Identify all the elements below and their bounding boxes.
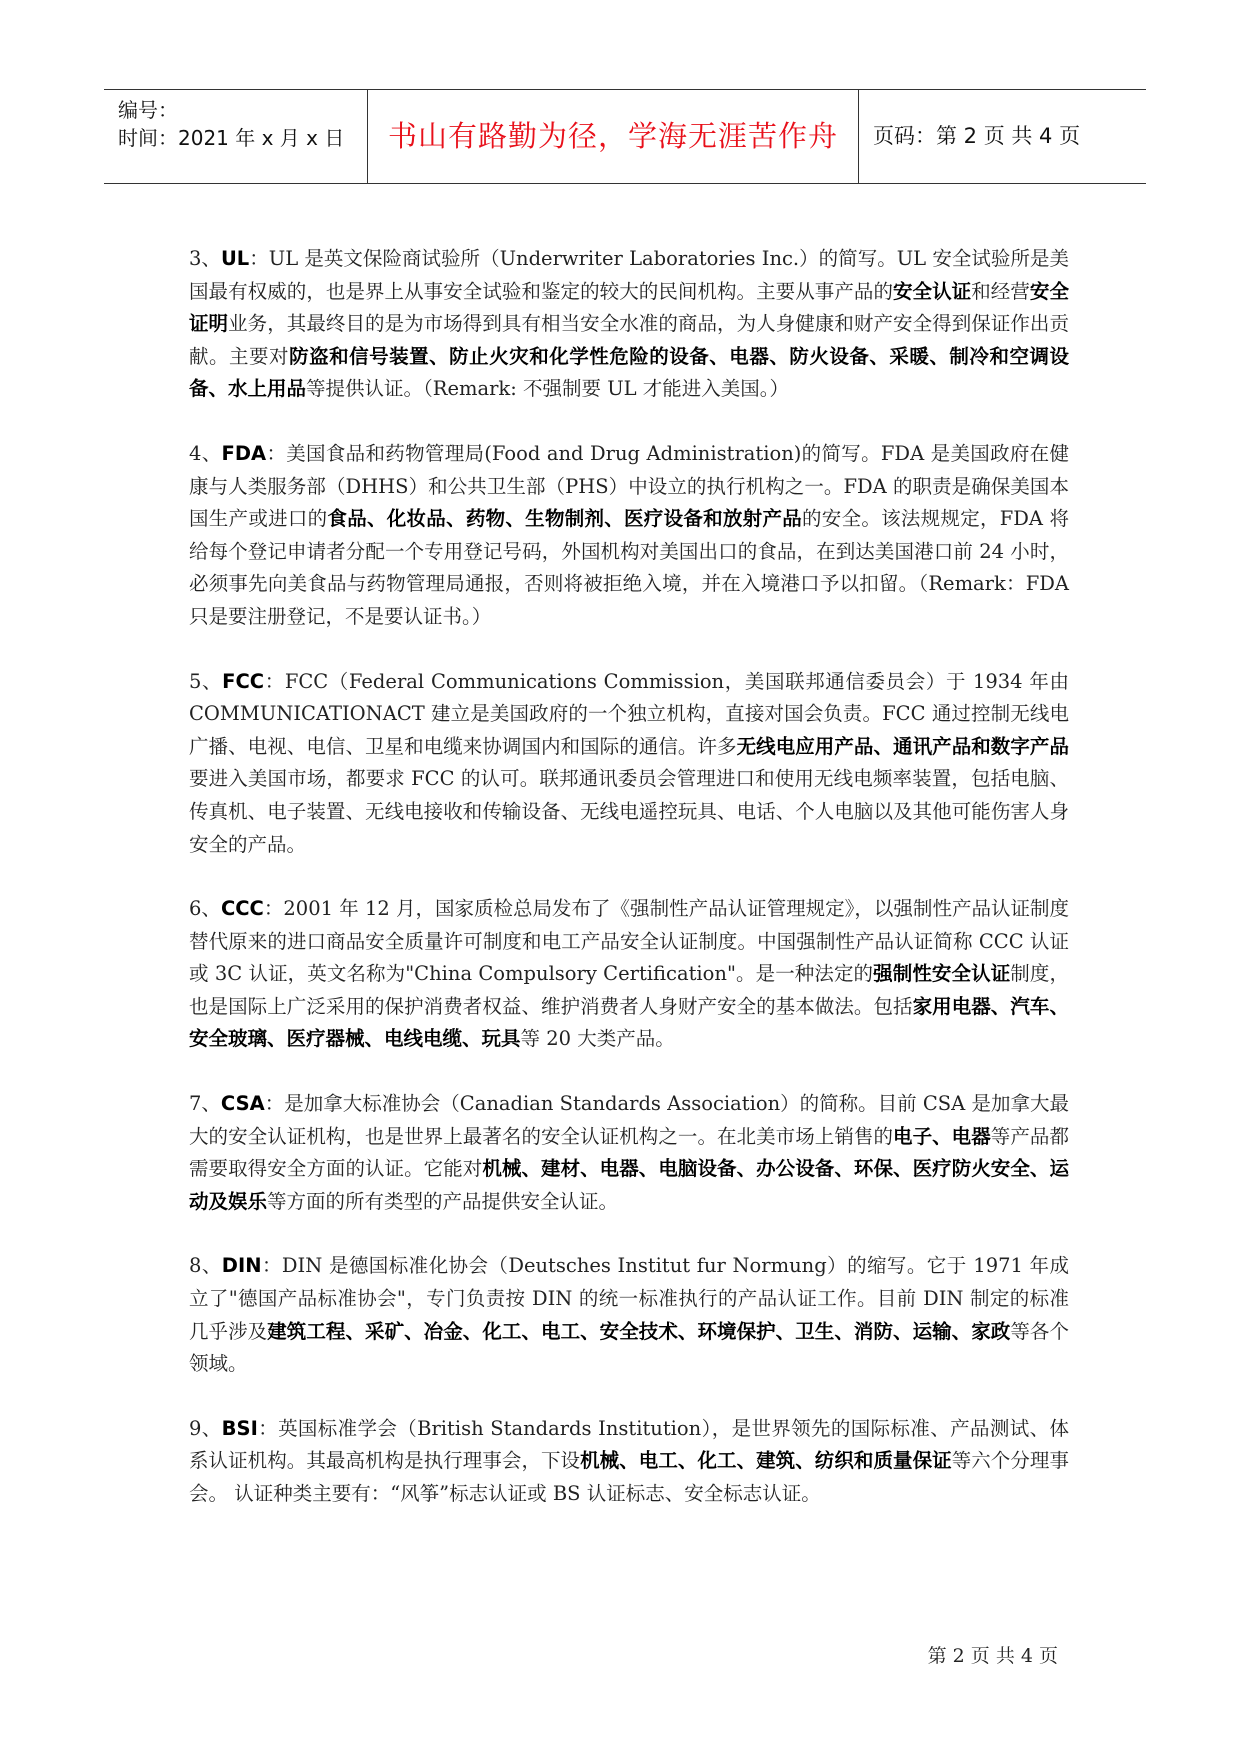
bold-text: 食品、化妆品、药物、生物制剂、医疗设备和放射产品 <box>327 507 803 531</box>
paragraph <box>189 438 1069 634</box>
text-run: 等各个领域。 <box>189 1319 1069 1376</box>
bold-text: BSI <box>221 1416 258 1440</box>
text-run: 等 20 大类产品。 <box>520 1027 675 1051</box>
paragraph <box>189 243 1069 406</box>
bold-text: 电子、电器 <box>893 1124 991 1148</box>
bold-text: 机械、建材、电器、电脑设备、办公设备、环保、医疗防火安全、运动及娱乐 <box>189 1157 1069 1213</box>
text-run: ：FCC（Federal Communications Commission，美国联邦通信委员会）于 1934 年由 COMMUNICATIONACT 建立是美国政府的一个独立机构，直接对国会负责。FCC 通过控制无线电广播、电视、电信、卫星和电缆来协调国内和国际的通信。许多 <box>189 669 1069 758</box>
doc-time-label: 时间：2021 年 x 月 x 日 <box>118 126 345 150</box>
page-footer: 第 2 页 共 4 页 <box>927 1645 1058 1667</box>
text-run: 等产品都需要取得安全方面的认证。它能对 <box>189 1124 1069 1181</box>
bold-text: DIN <box>221 1254 262 1278</box>
bold-text: 强制性安全认证 <box>873 962 1011 986</box>
bold-text: 机械、电工、化工、建筑、纺织和质量保证 <box>580 1449 952 1473</box>
paragraph <box>189 1250 1069 1380</box>
document-body <box>189 243 1069 1543</box>
text-run: 制度，也是国际上广泛采用的保护消费者权益、维护消费者人身财产安全的基本做法。包括 <box>189 962 1069 1018</box>
text-run: 和经营 <box>971 279 1030 303</box>
bold-text: 家用电器、汽车、安全玻璃、医疗器械、电线电缆、玩具 <box>189 994 1069 1051</box>
bold-text: CCC <box>220 897 264 921</box>
text-run: ：2001 年 12 月，国家质检总局发布了《强制性产品认证管理规定》，以强制性产品认证制度替代原来的进口商品安全质量许可制度和电工产品安全认证制度。中国强制性产品认证简称 CCC 认证或 3C 认证，英文名称为"China Compulsory Certification"。是一种法定的 <box>189 897 1069 986</box>
text-run: 等方面的所有类型的产品提供安全认证。 <box>267 1189 619 1213</box>
paragraph <box>189 893 1069 1056</box>
text-run: ：是加拿大标准协会（Canadian Standards Association）的简称。目前 CSA 是加拿大最大的安全认证机构，也是世界上最著名的安全认证机构之一。在北美市场上销售的 <box>189 1092 1069 1148</box>
text-run: 等提供认证。（Remark: 不强制要 UL 才能进入美国。） <box>306 377 790 401</box>
paragraph <box>189 1413 1069 1511</box>
bold-text: 安全认证 <box>893 279 972 303</box>
text-run: 9、 <box>189 1416 222 1440</box>
bold-text: CSA <box>220 1092 265 1116</box>
page-header <box>104 89 1146 184</box>
text-run: 8、 <box>189 1254 222 1278</box>
bold-text: 防盗和信号装置、防止火灾和化学性危险的设备、电器、防火设备、采暖、制冷和空调设备、水上用品 <box>189 344 1069 401</box>
text-run: ：英国标准学会（British Standards Institution），是世界领先的国际标准、产品测试、体系认证机构。其最高机构是执行理事会，下设 <box>189 1416 1069 1473</box>
paragraph <box>189 666 1069 862</box>
bold-text: 安全证明 <box>189 279 1069 336</box>
text-run: ：DIN 是德国标准化协会（Deutsches Institut fur Normung）的缩写。它于 1971 年成立了"德国产品标准协会"，专门负责按 DIN 的统一标准执行的产品认证工作。目前 DIN 制定的标准几乎涉及 <box>189 1254 1069 1343</box>
text-run: 7、 <box>189 1092 221 1116</box>
header-motto-cell <box>368 90 859 183</box>
text-run: 要进入美国市场，都要求 FCC 的认可。联邦通讯委员会管理进口和使用无线电频率装置，包括电脑、传真机、电子装置、无线电接收和传输设备、无线电遥控玩具、电话、个人电脑以及其他可能伤害人身安全的产品。 <box>189 767 1069 856</box>
text-run: 业务，其最终目的是为市场得到具有相当安全水准的商品，为人身健康和财产安全得到保证作出贡献。主要对 <box>189 312 1069 368</box>
paragraph <box>189 1088 1069 1218</box>
text-run: 的安全。该法规规定，FDA 将给每个登记申请者分配一个专用登记号码，外国机构对美国出口的食品，在到达美国港口前 24 小时，必须事先向美食品与药物管理局通报，否则将被拒绝入境，并在入境港口予以扣留。（Remark：FDA 只是要注册登记，不是要认证书。） <box>189 507 1069 628</box>
text-run: ：美国食品和药物管理局(Food and Drug Administration)的简写。FDA 是美国政府在健康与人类服务部（DHHS）和公共卫生部（PHS）中设立的执行机构之一。FDA 的职责是确保美国本国生产或进口的 <box>189 441 1069 531</box>
bold-text: FCC <box>222 669 265 693</box>
text-run: 等六个分理事会。 认证种类主要有：“风筝”标志认证或 BS 认证标志、安全标志认证。 <box>189 1449 1069 1505</box>
text-run: 5、 <box>189 669 223 693</box>
doc-number-label: 编号： <box>118 98 178 122</box>
text-run: 4、 <box>189 441 222 465</box>
bold-text: 建筑工程、采矿、冶金、化工、电工、安全技术、环境保护、卫生、消防、运输、家政 <box>267 1319 1011 1343</box>
header-motto: 书山有路勤为径，学海无涯苦作舟 <box>387 119 838 153</box>
header-meta <box>104 90 368 183</box>
bold-text: 无线电应用产品、通讯产品和数字产品 <box>736 734 1069 758</box>
bold-text: FDA <box>221 441 267 465</box>
header-page-info: 页码：第 2 页 共 4 页 <box>873 123 1081 148</box>
text-run: ：UL 是英文保险商试验所（Underwriter Laboratories Inc.）的简写。UL 安全试验所是美国最有权威的，也是界上从事安全试验和鉴定的较大的民间机构。主要从事产品的 <box>189 247 1069 303</box>
bold-text: UL <box>220 247 250 270</box>
text-run: 6、 <box>189 897 221 921</box>
text-run: 3、 <box>189 247 221 270</box>
